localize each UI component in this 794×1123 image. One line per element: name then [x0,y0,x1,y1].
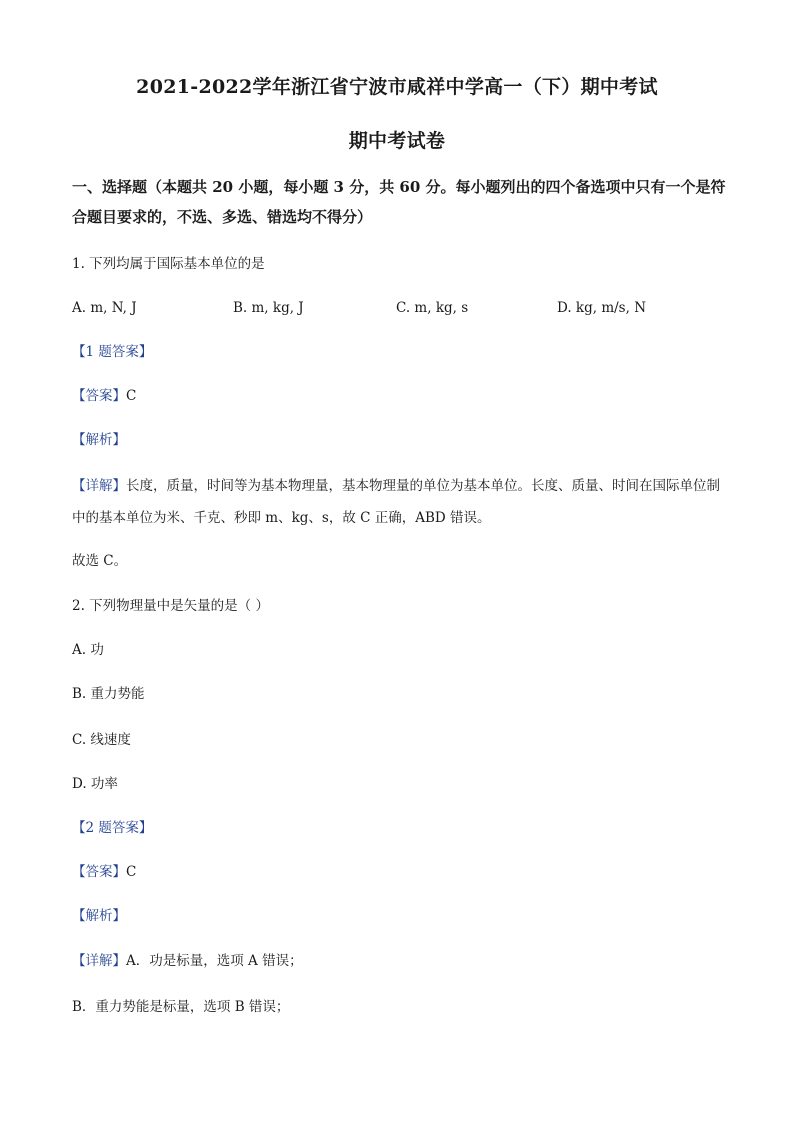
detail-tag: 【详解】 [72,478,126,494]
question-2-option-a: A. 功 [72,642,104,658]
document-subtitle: 期中考试卷 [348,130,446,152]
question-2-detail-b: B．重力势能是标量，选项 B 错误； [72,999,290,1015]
question-1-option-d: D. kg, m/s, N [557,300,647,316]
document-title: 2021-2022学年浙江省宁波市咸祥中学高一（下）期中考试 [136,76,658,98]
question-1-option-b: B. m, kg, J [233,300,304,316]
question-2-answer [72,862,136,882]
answer-value: C [126,864,137,880]
question-2-option-d: D. 功率 [72,776,118,792]
question-2-option-b: B. 重力势能 [72,686,145,702]
answer-value: C [126,388,137,404]
question-1-stem: 1. 下列均属于国际基本单位的是 [72,256,265,272]
question-1-detail [72,470,724,534]
detail-tag: 【详解】 [72,953,126,969]
section-heading: 一、选择题（本题共 20 小题，每小题 3 分，共 60 分。每小题列出的四个备选项中只有一个是符合题目要求的，不选、多选、错选均不得分） [72,178,726,226]
question-1-analysis-tag: 【解析】 [72,432,126,448]
answer-tag: 【答案】 [72,388,126,404]
question-2-option-c: C. 线速度 [72,732,131,748]
question-2-detail-a [72,951,303,971]
question-2-analysis-tag: 【解析】 [72,908,126,924]
question-1-answer [72,386,136,406]
question-2-answer-heading: 【2 题答案】 [72,820,153,836]
question-1-conclusion: 故选 C。 [72,553,128,569]
question-1-option-a: A. m, N, J [72,300,137,316]
detail-line-a: A．功是标量，选项 A 错误； [126,953,303,969]
question-2-stem: 2. 下列物理量中是矢量的是（ ） [72,598,269,614]
answer-tag: 【答案】 [72,864,126,880]
detail-text: 长度，质量，时间等为基本物理量，基本物理量的单位为基本单位。长度、质量、时间在国际单位制中的基本单位为米、千克、秒即 m、kg、s，故 C 正确，ABD 错误。 [72,478,720,526]
question-1-option-c: C. m, kg, s [396,300,469,316]
question-1-answer-heading: 【1 题答案】 [72,344,153,360]
